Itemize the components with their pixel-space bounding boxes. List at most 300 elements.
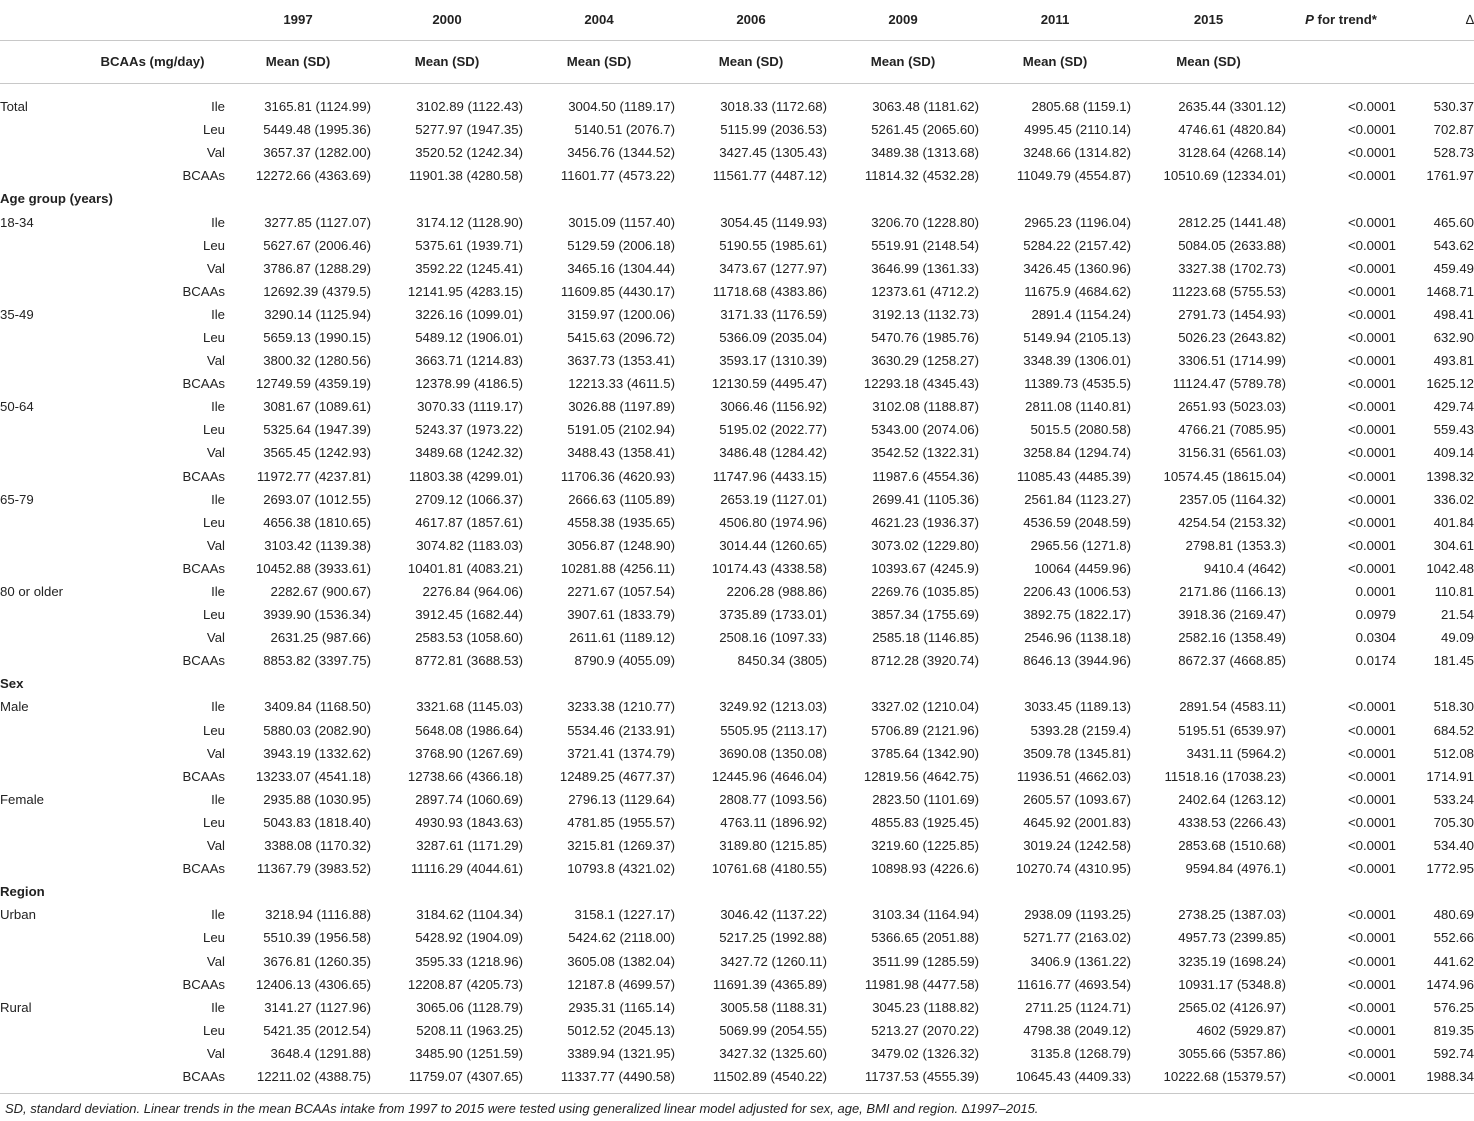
mean-sd-cell: 5043.83 (1818.40): [263, 814, 371, 830]
mean-sd-cell: 3676.81 (1260.35): [263, 953, 371, 969]
mean-sd-cell: 2709.12 (1066.37): [415, 491, 523, 507]
table-row: [0, 257, 1474, 280]
p-trend-cell: 0.0001: [1355, 584, 1396, 600]
mean-sd-cell: 11389.73 (4535.5): [1024, 376, 1131, 392]
mean-sd-cell: 3277.85 (1127.07): [264, 214, 371, 230]
mean-sd-cell: 3014.44 (1260.65): [719, 537, 827, 553]
mean-sd-cell: 5421.35 (2012.54): [263, 1022, 371, 1038]
table-row: [0, 742, 1474, 765]
delta-cell: 493.81: [1433, 353, 1474, 369]
group-label-empty: [0, 626, 80, 649]
mean-sd-cell: 12373.61 (4712.2): [871, 283, 979, 299]
mean-sd-cell: 4798.38 (2049.12): [1023, 1022, 1131, 1038]
p-trend-cell: <0.0001: [1347, 745, 1396, 761]
mean-sd-cell: 3327.02 (1210.04): [871, 699, 979, 715]
spacer-cell: [225, 83, 371, 95]
group-label: 65-79: [0, 491, 34, 507]
metric-label: Ile: [211, 999, 225, 1015]
mean-sd-header: Mean (SD): [414, 54, 480, 69]
mean-sd-cell: 3485.90 (1251.59): [415, 1045, 523, 1061]
mean-sd-cell: 3128.64 (4268.14): [1178, 145, 1286, 161]
mean-sd-cell: 5428.92 (1904.09): [415, 930, 523, 946]
mean-sd-cell: 3306.51 (1714.99): [1178, 353, 1286, 369]
mean-sd-cell: 2651.93 (5023.03): [1178, 399, 1286, 415]
metric-label: Leu: [202, 514, 225, 530]
mean-sd-cell: 3290.14 (1125.94): [264, 306, 371, 322]
mean-sd-cell: 5213.27 (2070.22): [871, 1022, 979, 1038]
group-label-empty: [0, 949, 80, 972]
spacer-cell: [80, 83, 225, 95]
mean-sd-cell: 11049.79 (4554.87): [1016, 168, 1131, 184]
mean-sd-cell: 2791.73 (1454.93): [1178, 306, 1286, 322]
p-trend-cell: <0.0001: [1347, 445, 1396, 461]
group-label: 50-64: [0, 399, 34, 415]
mean-sd-cell: 3171.33 (1176.59): [720, 306, 827, 322]
mean-sd-cell: 3218.94 (1116.88): [265, 907, 371, 923]
mean-sd-cell: 2798.81 (1353.3): [1185, 537, 1286, 553]
mean-sd-cell: 8672.37 (4668.85): [1178, 653, 1286, 669]
mean-sd-cell: 4855.83 (1925.45): [871, 814, 979, 830]
mean-sd-cell: 2711.25 (1124.71): [1025, 999, 1131, 1015]
mean-sd-cell: 4506.80 (1974.96): [719, 514, 827, 530]
mean-sd-cell: 2935.31 (1165.14): [568, 999, 675, 1015]
mean-sd-cell: 3248.66 (1314.82): [1023, 145, 1131, 161]
mean-sd-cell: 3646.99 (1361.33): [871, 260, 979, 276]
table-row: [0, 118, 1474, 141]
table-row: [0, 811, 1474, 834]
section-header: Region: [0, 884, 45, 900]
delta-cell: 530.37: [1433, 99, 1474, 115]
metric-label: BCAAs: [182, 768, 225, 784]
p-trend-cell: <0.0001: [1347, 491, 1396, 507]
table-row: [0, 557, 1474, 580]
delta-cell: 592.74: [1433, 1045, 1474, 1061]
mean-sd-cell: 10222.68 (15379.57): [1163, 1068, 1286, 1084]
mean-sd-cell: 5366.65 (2051.88): [871, 930, 979, 946]
group-label-empty: [0, 557, 80, 580]
mean-sd-cell: 2357.05 (1164.32): [1179, 491, 1286, 507]
footnote: SD, standard deviation. Linear trends in the mean BCAAs intake from 1997 to 2015 were tested using generalized linear model adjusted for sex, age, BMI and region. ∆1997–2015.: [5, 1101, 1039, 1116]
mean-sd-cell: 3907.61 (1833.79): [567, 607, 675, 623]
group-label-empty: [0, 649, 80, 672]
mean-sd-cell: 2635.44 (3301.12): [1178, 99, 1286, 115]
metric-label: Val: [206, 145, 225, 161]
mean-sd-cell: 3192.13 (1132.73): [872, 306, 979, 322]
mean-sd-cell: 3918.36 (2169.47): [1178, 607, 1286, 623]
metric-label: Leu: [202, 930, 225, 946]
mean-sd-cell: 5277.97 (1947.35): [415, 122, 523, 138]
mean-sd-cell: 3489.38 (1313.68): [871, 145, 979, 161]
metric-label: Val: [206, 630, 225, 646]
delta-cell: 534.40: [1433, 838, 1474, 854]
group-label: 80 or older: [0, 584, 64, 600]
metric-label: Leu: [202, 607, 225, 623]
p-trend-cell: <0.0001: [1347, 99, 1396, 115]
table-row: [0, 1065, 1474, 1088]
group-label-empty: [0, 141, 80, 164]
mean-sd-cell: 5519.91 (2148.54): [871, 237, 979, 253]
mean-sd-cell: 12378.99 (4186.5): [415, 376, 523, 392]
mean-sd-cell: 5424.62 (2118.00): [568, 930, 675, 946]
mean-sd-cell: 3206.70 (1228.80): [871, 214, 979, 230]
mean-sd-cell: 10393.67 (4245.9): [871, 560, 979, 576]
mean-sd-cell: 11706.36 (4620.93): [560, 468, 675, 484]
mean-sd-cell: 3542.52 (1322.31): [871, 445, 979, 461]
delta-cell: 1988.34: [1426, 1068, 1474, 1084]
p-trend-cell: <0.0001: [1347, 976, 1396, 992]
mean-sd-cell: 3005.58 (1188.31): [720, 999, 827, 1015]
p-trend-cell: <0.0001: [1347, 1068, 1396, 1084]
mean-sd-cell: 3479.02 (1326.32): [871, 1045, 979, 1061]
metric-label: Val: [206, 353, 225, 369]
table-row: [0, 1019, 1474, 1042]
mean-sd-cell: 3226.16 (1099.01): [415, 306, 523, 322]
table-row: [0, 141, 1474, 164]
mean-sd-header: Mean (SD): [566, 54, 632, 69]
mean-sd-cell: 4766.21 (7085.95): [1178, 422, 1286, 438]
table-row: [0, 834, 1474, 857]
group-label-empty: [0, 234, 80, 257]
mean-sd-cell: 2402.64 (1263.12): [1178, 791, 1286, 807]
mean-sd-cell: 3174.12 (1128.90): [416, 214, 523, 230]
mean-sd-cell: 3321.68 (1145.03): [416, 699, 523, 715]
mean-sd-cell: 3592.22 (1245.41): [415, 260, 523, 276]
mean-sd-cell: 5217.25 (1992.88): [719, 930, 827, 946]
mean-sd-cell: 3509.78 (1345.81): [1023, 745, 1131, 761]
mean-sd-cell: 5366.09 (2035.04): [719, 329, 827, 345]
table-row: [0, 603, 1474, 626]
metric-label: Ile: [211, 791, 225, 807]
metric-label: Leu: [202, 722, 225, 738]
p-trend-cell: 0.0979: [1355, 607, 1396, 623]
mean-sd-cell: 2811.08 (1140.81): [1025, 399, 1131, 415]
table-row: [0, 580, 1474, 603]
mean-sd-cell: 13233.07 (4541.18): [255, 768, 371, 784]
delta-cell: 480.69: [1433, 907, 1474, 923]
delta-cell: 819.35: [1433, 1022, 1474, 1038]
mean-sd-cell: 3103.34 (1164.94): [872, 907, 979, 923]
group-label-empty: [0, 719, 80, 742]
header-blank: [80, 0, 225, 40]
metric-label: BCAAs: [182, 653, 225, 669]
mean-sd-cell: 5325.64 (1947.39): [263, 422, 371, 438]
mean-sd-cell: 5659.13 (1990.15): [263, 329, 371, 345]
mean-sd-cell: 5012.52 (2045.13): [567, 1022, 675, 1038]
mean-sd-cell: 5015.5 (2080.58): [1030, 422, 1131, 438]
mean-sd-cell: 3426.45 (1360.96): [1023, 260, 1131, 276]
mean-sd-cell: 3427.45 (1305.43): [719, 145, 827, 161]
mean-sd-cell: 4602 (5929.87): [1196, 1022, 1286, 1038]
metric-label: Leu: [202, 1022, 225, 1038]
mean-sd-cell: 11367.79 (3983.52): [256, 861, 371, 877]
mean-sd-cell: 2666.63 (1105.89): [568, 491, 675, 507]
mean-sd-cell: 3912.45 (1682.44): [415, 607, 523, 623]
mean-sd-cell: 3735.89 (1733.01): [719, 607, 827, 623]
mean-sd-cell: 10931.17 (5348.8): [1178, 976, 1286, 992]
mean-sd-cell: 3046.42 (1137.22): [720, 907, 827, 923]
p-trend-cell: <0.0001: [1347, 838, 1396, 854]
mean-sd-cell: 5190.55 (1985.61): [719, 237, 827, 253]
delta-cell: 1042.48: [1426, 560, 1474, 576]
group-label-empty: [0, 257, 80, 280]
table-row: [0, 441, 1474, 464]
table-row: [0, 418, 1474, 441]
mean-sd-cell: 5510.39 (1956.58): [263, 930, 371, 946]
year-header: 2009: [888, 12, 918, 28]
mean-sd-cell: 3135.8 (1268.79): [1030, 1045, 1131, 1061]
mean-sd-cell: 11116.29 (4044.61): [410, 861, 523, 877]
metric-label: BCAAs: [182, 1068, 225, 1084]
mean-sd-cell: 2938.09 (1193.25): [1024, 907, 1131, 923]
mean-sd-cell: 11561.77 (4487.12): [712, 168, 827, 184]
mean-sd-cell: 3065.06 (1128.79): [416, 999, 523, 1015]
mean-sd-cell: 2585.18 (1146.85): [872, 630, 979, 646]
p-trend-cell: <0.0001: [1347, 699, 1396, 715]
mean-sd-cell: 9594.84 (4976.1): [1185, 861, 1286, 877]
group-label-empty: [0, 811, 80, 834]
mean-sd-cell: 3892.75 (1822.17): [1023, 607, 1131, 623]
delta-header: ∆: [1465, 12, 1474, 28]
spacer-cell: [0, 83, 80, 95]
delta-cell: 1474.96: [1426, 976, 1474, 992]
delta-cell: 552.66: [1433, 930, 1474, 946]
table-row: [0, 534, 1474, 557]
mean-sd-cell: 3648.4 (1291.88): [270, 1045, 371, 1061]
subheader-row: [0, 40, 1474, 83]
mean-sd-cell: 3721.41 (1374.79): [567, 745, 675, 761]
mean-sd-cell: 3348.39 (1306.01): [1023, 353, 1131, 369]
mean-sd-cell: 3630.29 (1258.27): [871, 353, 979, 369]
year-header: 2000: [432, 12, 462, 28]
mean-sd-cell: 3074.82 (1183.03): [416, 537, 523, 553]
mean-sd-cell: 11124.47 (5789.78): [1172, 376, 1286, 392]
mean-sd-cell: 2853.68 (1510.68): [1178, 838, 1286, 854]
delta-cell: 409.14: [1433, 445, 1474, 461]
mean-sd-cell: 3045.23 (1188.82): [872, 999, 979, 1015]
mean-sd-cell: 11747.96 (4433.15): [712, 468, 827, 484]
mean-sd-cell: 3486.48 (1284.42): [719, 445, 827, 461]
mean-sd-cell: 3595.33 (1218.96): [415, 953, 523, 969]
table-row: [0, 649, 1474, 672]
table-row: [0, 280, 1474, 303]
group-label-empty: [0, 834, 80, 857]
mean-sd-cell: 3070.33 (1119.17): [417, 399, 523, 415]
mean-sd-cell: 3249.92 (1213.03): [719, 699, 827, 715]
mean-sd-cell: 12211.02 (4388.75): [256, 1068, 371, 1084]
table-row: [0, 465, 1474, 488]
mean-sd-cell: 5026.23 (2643.82): [1178, 329, 1286, 345]
metric-label: Ile: [211, 214, 225, 230]
mean-sd-cell: 11814.32 (4532.28): [864, 168, 979, 184]
mean-sd-cell: 5195.51 (6539.97): [1178, 722, 1286, 738]
mean-sd-cell: 3081.67 (1089.61): [263, 399, 371, 415]
table-row: [0, 695, 1474, 718]
delta-cell: 533.24: [1433, 791, 1474, 807]
mean-sd-cell: 10401.81 (4083.21): [407, 560, 523, 576]
mean-sd-cell: 5195.02 (2022.77): [719, 422, 827, 438]
mean-sd-cell: 5534.46 (2133.91): [567, 722, 675, 738]
mean-sd-cell: 5284.22 (2157.42): [1023, 237, 1131, 253]
mean-sd-cell: 5208.11 (1963.25): [416, 1022, 523, 1038]
metric-label: Leu: [202, 329, 225, 345]
group-label: Total: [0, 99, 28, 115]
metric-label: Val: [206, 1045, 225, 1061]
p-trend-cell: <0.0001: [1347, 930, 1396, 946]
mean-sd-cell: 12445.96 (4646.04): [711, 768, 827, 784]
mean-sd-cell: 3800.32 (1280.56): [263, 353, 371, 369]
mean-sd-cell: 5880.03 (2082.90): [263, 722, 371, 738]
mean-sd-cell: 8712.28 (3920.74): [871, 653, 979, 669]
mean-sd-cell: 3943.19 (1332.62): [263, 745, 371, 761]
p-trend-cell: 0.0304: [1355, 630, 1396, 646]
delta-cell: 429.74: [1433, 399, 1474, 415]
metric-label: BCAAs: [182, 376, 225, 392]
p-trend-cell: <0.0001: [1347, 768, 1396, 784]
mean-sd-cell: 3520.52 (1242.34): [415, 145, 523, 161]
mean-sd-cell: 10793.8 (4321.02): [567, 861, 675, 877]
mean-sd-cell: 3015.09 (1157.40): [568, 214, 675, 230]
mean-sd-cell: 2965.56 (1271.8): [1030, 537, 1131, 553]
mean-sd-cell: 11737.53 (4555.39): [864, 1068, 979, 1084]
mean-sd-cell: 12130.59 (4495.47): [711, 376, 827, 392]
group-label-empty: [0, 1065, 80, 1088]
mean-sd-cell: 2935.88 (1030.95): [263, 791, 371, 807]
metric-label: BCAAs: [182, 976, 225, 992]
mean-sd-cell: 4763.11 (1896.92): [720, 814, 827, 830]
mean-sd-cell: 2206.43 (1006.53): [1023, 584, 1131, 600]
table-row: [0, 765, 1474, 788]
mean-sd-cell: 10645.43 (4409.33): [1015, 1068, 1131, 1084]
group-label-empty: [0, 349, 80, 372]
mean-sd-cell: 12187.8 (4699.57): [567, 976, 675, 992]
year-header: 2015: [1193, 12, 1224, 28]
mean-sd-cell: 4957.73 (2399.85): [1178, 930, 1286, 946]
p-trend-text: for trend*: [1313, 12, 1377, 28]
mean-sd-cell: 11803.38 (4299.01): [408, 468, 523, 484]
mean-sd-cell: 3189.80 (1215.85): [719, 838, 827, 854]
delta-cell: 559.43: [1433, 422, 1474, 438]
delta-cell: 1398.32: [1426, 468, 1474, 484]
delta-cell: 684.52: [1433, 722, 1474, 738]
mean-sd-cell: 4781.85 (1955.57): [567, 814, 675, 830]
mean-sd-cell: 3409.84 (1168.50): [264, 699, 371, 715]
metric-label: BCAAs: [182, 168, 225, 184]
mean-sd-cell: 5271.77 (2163.02): [1023, 930, 1131, 946]
mean-sd-cell: 2546.96 (1138.18): [1024, 630, 1131, 646]
group-label-empty: [0, 742, 80, 765]
p-trend-cell: <0.0001: [1347, 722, 1396, 738]
p-trend-cell: <0.0001: [1347, 283, 1396, 299]
p-trend-cell: <0.0001: [1347, 999, 1396, 1015]
mean-sd-cell: 2738.25 (1387.03): [1178, 907, 1286, 923]
mean-sd-cell: 5129.59 (2006.18): [567, 237, 675, 253]
mean-sd-cell: 3406.9 (1361.22): [1030, 953, 1131, 969]
group-label-empty: [0, 534, 80, 557]
table-row: [0, 996, 1474, 1019]
p-trend-cell: <0.0001: [1347, 514, 1396, 530]
p-trend-cell: <0.0001: [1347, 329, 1396, 345]
mean-sd-cell: 5449.48 (1995.36): [263, 122, 371, 138]
table-row: [0, 857, 1474, 880]
mean-sd-cell: 4746.61 (4820.84): [1178, 122, 1286, 138]
mean-sd-cell: 8646.13 (3944.96): [1023, 653, 1131, 669]
mean-sd-cell: 2605.57 (1093.67): [1023, 791, 1131, 807]
p-trend-cell: <0.0001: [1347, 353, 1396, 369]
mean-sd-cell: 12738.66 (4366.18): [407, 768, 523, 784]
mean-sd-cell: 2653.19 (1127.01): [720, 491, 827, 507]
mean-sd-cell: 5393.28 (2159.4): [1030, 722, 1131, 738]
mean-sd-cell: 4995.45 (2110.14): [1024, 122, 1131, 138]
metric-label: Leu: [202, 122, 225, 138]
mean-sd-cell: 8853.82 (3397.75): [263, 653, 371, 669]
mean-sd-cell: 3690.08 (1350.08): [719, 745, 827, 761]
mean-sd-cell: 5706.89 (2121.96): [871, 722, 979, 738]
section-header: Age group (years): [0, 191, 113, 207]
mean-sd-cell: 12749.59 (4359.19): [255, 376, 371, 392]
mean-sd-cell: 11759.07 (4307.65): [408, 1068, 523, 1084]
p-trend-cell: <0.0001: [1347, 237, 1396, 253]
table-row: [0, 95, 1474, 118]
mean-sd-cell: 3063.48 (1181.62): [872, 99, 979, 115]
group-label-empty: [0, 118, 80, 141]
metric-label: Ile: [211, 306, 225, 322]
group-label: Male: [0, 699, 29, 715]
mean-sd-cell: 11901.38 (4280.58): [408, 168, 523, 184]
delta-cell: 518.30: [1433, 699, 1474, 715]
mean-sd-cell: 8790.9 (4055.09): [574, 653, 675, 669]
mean-sd-cell: 3565.45 (1242.93): [263, 445, 371, 461]
delta-cell: 705.30: [1433, 814, 1474, 830]
group-label-empty: [0, 1042, 80, 1065]
group-label-empty: [0, 765, 80, 788]
mean-sd-cell: 2276.84 (964.06): [422, 584, 523, 600]
delta-cell: 702.87: [1433, 122, 1474, 138]
mean-sd-cell: 3593.17 (1310.39): [719, 353, 827, 369]
mean-sd-cell: 11936.51 (4662.03): [1016, 768, 1131, 784]
mean-sd-cell: 2823.50 (1101.69): [872, 791, 979, 807]
mean-sd-cell: 5489.12 (1906.01): [415, 329, 523, 345]
mean-sd-cell: 11616.77 (4693.54): [1016, 976, 1131, 992]
p-trend-cell: <0.0001: [1347, 145, 1396, 161]
mean-sd-cell: 3473.67 (1277.97): [719, 260, 827, 276]
metric-label: BCAAs: [182, 861, 225, 877]
mean-sd-cell: 12141.95 (4283.15): [407, 283, 523, 299]
delta-cell: 576.25: [1433, 999, 1474, 1015]
mean-sd-cell: 3165.81 (1124.99): [264, 99, 371, 115]
p-trend-cell: <0.0001: [1347, 791, 1396, 807]
mean-sd-cell: 10281.88 (4256.11): [560, 560, 675, 576]
group-label-empty: [0, 857, 80, 880]
mean-sd-cell: 3431.11 (5964.2): [1186, 745, 1286, 761]
mean-sd-cell: 11502.89 (4540.22): [712, 1068, 827, 1084]
mean-sd-cell: 12489.25 (4677.37): [559, 768, 675, 784]
mean-sd-cell: 3215.81 (1269.37): [567, 838, 675, 854]
year-header: 2004: [584, 12, 614, 28]
mean-sd-cell: 3141.27 (1127.96): [264, 999, 371, 1015]
delta-cell: 459.49: [1433, 260, 1474, 276]
mean-sd-cell: 2965.23 (1196.04): [1024, 214, 1131, 230]
mean-sd-cell: 5261.45 (2065.60): [871, 122, 979, 138]
delta-cell: 543.62: [1433, 237, 1474, 253]
delta-cell: 336.02: [1433, 491, 1474, 507]
mean-sd-cell: 3287.61 (1171.29): [416, 838, 523, 854]
mean-sd-cell: 2171.86 (1166.13): [1179, 584, 1286, 600]
mean-sd-cell: 2561.84 (1123.27): [1024, 491, 1131, 507]
mean-sd-cell: 11987.6 (4554.36): [872, 468, 979, 484]
mean-sd-cell: 2271.67 (1057.54): [567, 584, 675, 600]
mean-sd-cell: 5470.76 (1985.76): [871, 329, 979, 345]
mean-sd-cell: 12406.13 (4306.65): [255, 976, 371, 992]
